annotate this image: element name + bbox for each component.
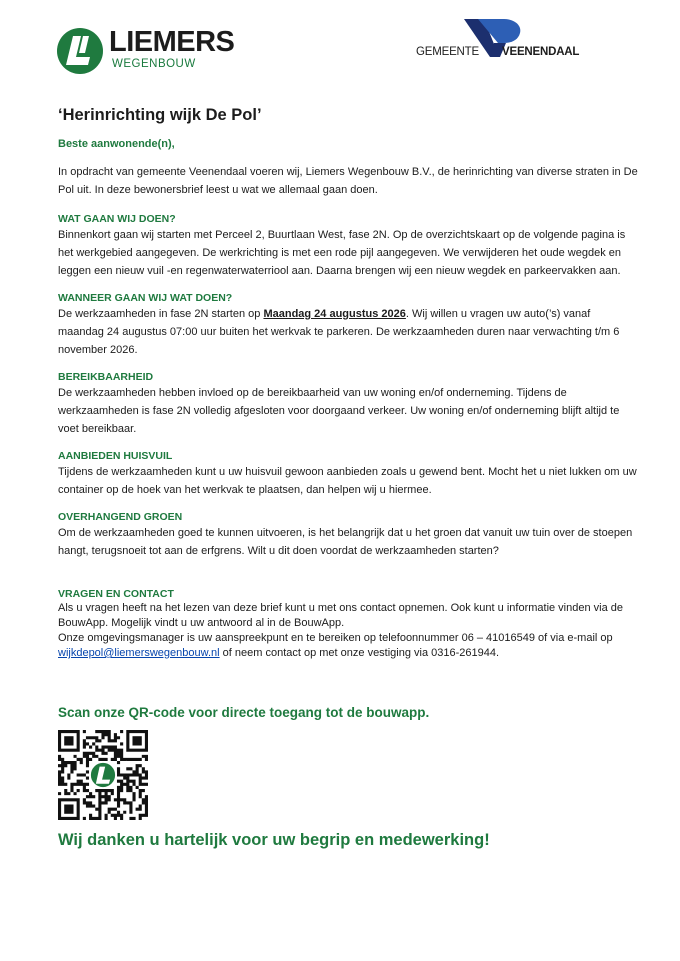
liemers-logo-icon [56,27,104,75]
wanneer-text-before: De werkzaamheden in fase 2N starten op [58,308,264,320]
contact-text-after: of neem contact op met onze vestiging via 0316-261944. [219,647,500,659]
section-heading-huisvuil: AANBIEDEN HUISVUIL [58,450,173,462]
contact-email-link[interactable]: wijkdepol@liemerswegenbouw.nl [58,647,220,659]
letter-body [58,105,638,661]
section-heading-wanneer: WANNEER GAAN WIJ WAT DOEN? [58,292,233,304]
veenendaal-logo-name: VEENENDAAL [502,46,580,58]
letter-greeting: Beste aanwonende(n), [58,138,175,150]
thanks-line: Wij danken u hartelijk voor uw begrip en medewerking! [58,831,490,849]
section-text-wat: Binnenkort gaan wij starten met Perceel 2, Buurtlaan West, fase 2N. Op de overzichtskaart op de volgende pagina is het werkgebied aangegeven. De werkrichting is met een rode pijl aangegeven. We verwijderen het oude wegdek en leggen een nieuw vuil -en regenwaterwaterriool aan. Daarna brengen wij een nieuw wegdek en parkeervakken aan. [58,229,626,277]
letter-intro: In opdracht van gemeente Veenendaal voeren wij, Liemers Wegenbouw B.V., de herinrichting van diverse straten in De Pol uit. In deze bewonersbrief leest u wat we allemaal gaan doen. [58,166,638,196]
contact-text-before: Onze omgevingsmanager is uw aanspreekpunt en te bereiken op telefoonnummer 06 – 41016549 of via e-mail op [58,632,613,644]
liemers-logo-name: LIEMERS [109,26,235,58]
qr-code-icon[interactable] [58,730,148,820]
wanneer-text-after: . Wij willen u vragen uw auto(’s) vanaf maandag 24 augustus 07:00 uur buiten het werkvak te parkeren. De werkzaamheden duren naar verwachting t/m 6 november 2026. [58,308,620,356]
letter-title: ‘Herinrichting wijk De Pol’ [58,106,262,124]
section-heading-bereikbaarheid: BEREIKBAARHEID [58,371,154,383]
liemers-logo-sub: WEGENBOUW [112,58,196,70]
section-heading-groen: OVERHANGEND GROEN [58,511,183,523]
section-text-wanneer [58,305,638,359]
start-date: Maandag 24 augustus 2026 [263,308,406,320]
section-text-huisvuil: Tijdens de werkzaamheden kunt u uw huisvuil gewoon aanbieden zoals u gewend bent. Mocht het u niet lukken om uw container op de hoek van het werkvak te plaatsen, dan helpen wij u hiermee. [58,466,637,496]
qr-heading: Scan onze QR-code voor directe toegang tot de bouwapp. [58,705,430,720]
veenendaal-logo-prefix: GEMEENTE [416,46,479,58]
liemers-logo [56,27,236,77]
section-text-contact-2 [58,631,638,661]
veenendaal-logo [416,19,596,61]
section-heading-contact: VRAGEN EN CONTACT [58,588,174,600]
section-text-bereikbaarheid: De werkzaamheden hebben invloed op de bereikbaarheid van uw woning en/of onderneming. Tijdens de werkzaamheden is fase 2N volledig afgesloten voor doorgaand verkeer. Uw woning en/of onderneming blijft altijd te voet bereikbaar. [58,387,620,435]
section-heading-wat: WAT GAAN WIJ DOEN? [58,213,176,225]
section-text-groen: Om de werkzaamheden goed te kunnen uitvoeren, is het belangrijk dat u het groen dat vanuit uw tuin over de stoepen hangt, terugsnoeit tot aan de erfgrens. Wilt u dit doen voordat de werkzaamheden starten? [58,527,633,557]
section-text-contact-1: Als u vragen heeft na het lezen van deze brief kunt u met ons contact opnemen. Ook kunt u informatie vinden via de BouwApp. Mogelijk vindt u uw antwoord al in de BouwApp. [58,602,624,629]
